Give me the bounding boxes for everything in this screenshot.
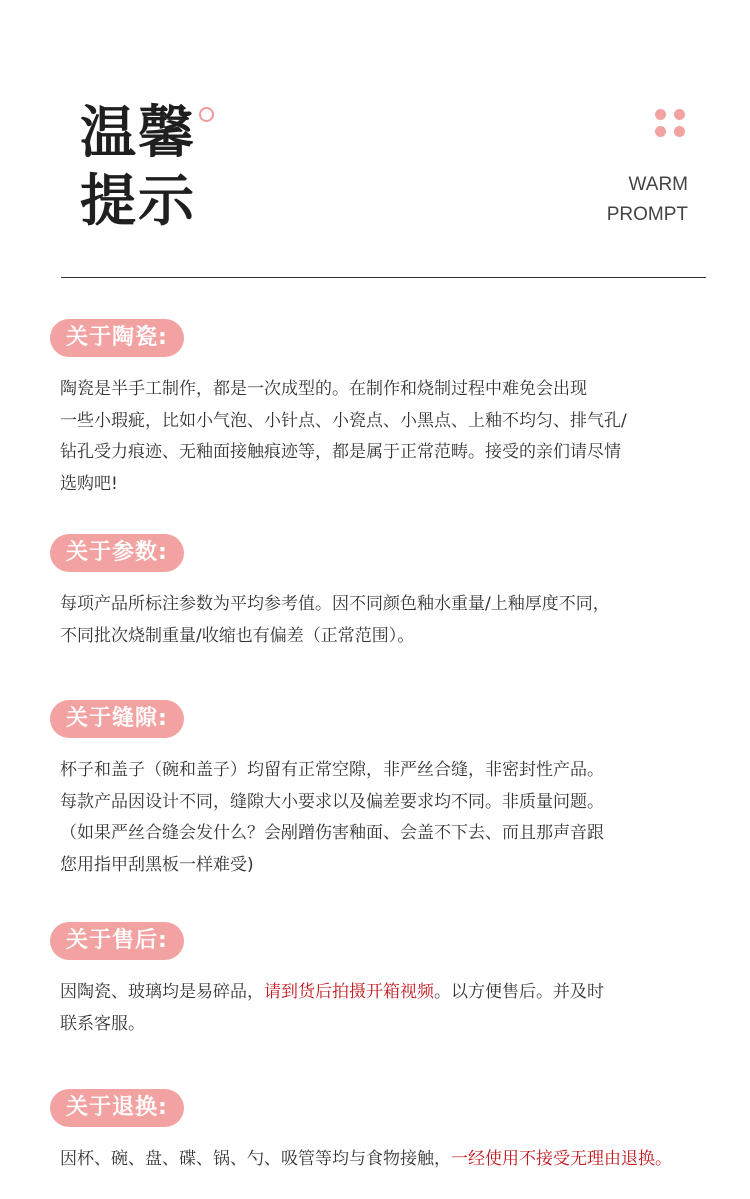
header-divider xyxy=(61,277,706,278)
section-heading: 关于陶瓷: xyxy=(50,319,184,357)
text-highlight-red: 请到货后拍摄开箱视频 xyxy=(264,982,434,1002)
dot xyxy=(655,109,666,120)
dot xyxy=(655,126,666,137)
section-text xyxy=(60,977,740,1040)
english-subtitle xyxy=(607,170,688,230)
english-line-2: PROMPT xyxy=(606,204,688,225)
section-parameters xyxy=(50,534,740,652)
section-heading: 关于售后: xyxy=(50,922,184,960)
title-line-1: 温馨 xyxy=(80,101,196,166)
text-normal: 。以方便售后。并及时 联系客服。 xyxy=(60,982,604,1034)
section-text xyxy=(60,1144,740,1176)
dot xyxy=(674,109,685,120)
section-heading: 关于缝隙: xyxy=(50,700,184,738)
section-returns xyxy=(50,1089,740,1176)
section-ceramics xyxy=(50,319,740,500)
text-highlight-red: 一经使用不接受无理由退换。 xyxy=(451,1149,672,1169)
section-gaps xyxy=(50,700,740,881)
section-text: 每项产品所标注参数为平均参考值。因不同颜色釉水重量/上釉厚度不同， 不同批次烧制重量/收缩也有偏差（正常范围）。 xyxy=(60,594,610,646)
title-line-2: 提示 xyxy=(80,169,196,234)
dot xyxy=(674,126,685,137)
section-heading: 关于参数: xyxy=(50,534,184,572)
text-normal: 因杯、碗、盘、碟、锅、勺、吸管等均与食物接触， xyxy=(60,1149,451,1169)
section-after-sales xyxy=(50,922,740,1040)
ring-decoration-icon xyxy=(199,107,214,122)
english-line-1: WARM xyxy=(628,174,688,195)
page-title xyxy=(80,100,196,236)
section-text: 陶瓷是半手工制作，都是一次成型的。在制作和烧制过程中难免会出现 一些小瑕疵，比如小气泡、小针点、小瓷点、小黑点、上釉不均匀、排气孔/ 钻孔受力痕迹、无釉面接触痕迹等，都是属于正常范畴。接受的亲们请尽情 选购吧! xyxy=(60,379,627,494)
text-normal: 因陶瓷、玻璃均是易碎品， xyxy=(60,982,264,1002)
section-heading: 关于退换: xyxy=(50,1089,184,1127)
section-text: 杯子和盖子（碗和盖子）均留有正常空隙，非严丝合缝，非密封性产品。 每款产品因设计不同，缝隙大小要求以及偏差要求均不同。非质量问题。 （如果严丝合缝会发什么？会剐蹭伤害釉面、会盖不下去、而且那声音跟 您用指甲刮黑板一样难受) xyxy=(60,760,604,875)
four-dots-icon xyxy=(655,109,685,139)
